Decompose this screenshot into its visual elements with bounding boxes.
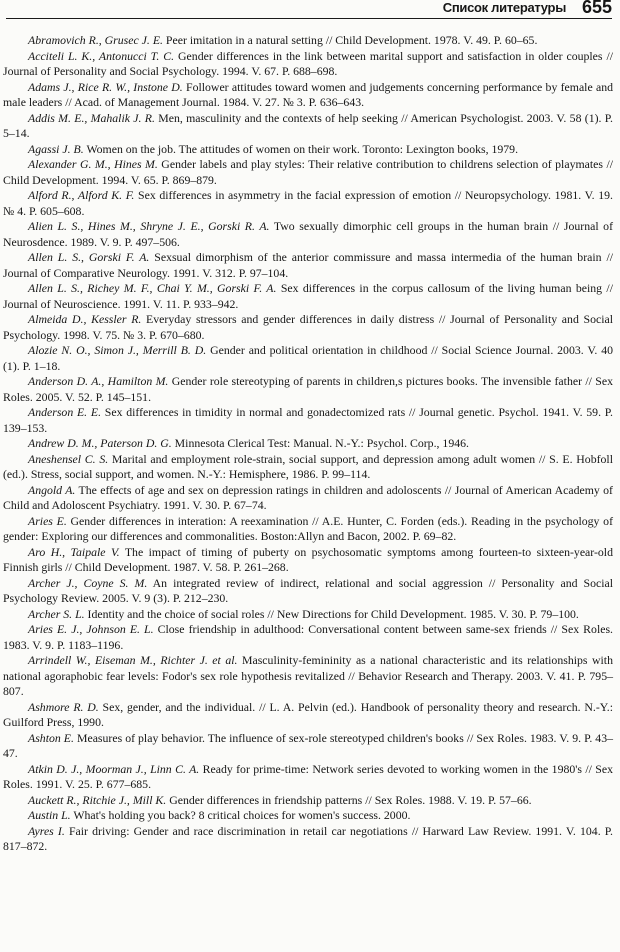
reference-text: The impact of timing of puberty on psychosomatic symptoms among fourteen-to sixteen-year-old Finnish girls // Child Development. 1987. V. 58. P. 261–268.	[3, 544, 613, 574]
reference-entry	[3, 808, 613, 824]
reference-entry	[3, 436, 613, 452]
reference-authors: Allen L. S., Richey M. F., Chai Y. M., Gorski F. A.	[28, 281, 277, 295]
reference-authors: Agassi J. B.	[28, 141, 84, 156]
reference-authors: Andrew D. M., Paterson D. G.	[28, 436, 172, 450]
reference-entry	[3, 219, 613, 250]
reference-text: Measures of play behavior. The influence of sex-role stereotyped children's books // Sex Roles. 1983. V. 9. P. 43–47.	[3, 730, 614, 760]
reference-text: Women on the job. The attitudes of women on their work. Toronto: Lexington books, 1979.	[83, 141, 519, 156]
reference-authors: Aneshensel C. S.	[28, 451, 109, 466]
reference-entry	[3, 731, 613, 762]
reference-entry	[3, 281, 613, 312]
reference-text: Everyday stressors and gender differences in daily distress // Journal of Personality and Social Psychology. 1998. V. 75. № 3. P. 670–680.	[3, 312, 614, 342]
reference-authors: Ayres I.	[28, 823, 65, 838]
reference-entry	[3, 514, 613, 545]
reference-authors: Auckett R., Ritchie J., Mill K.	[28, 792, 167, 807]
reference-authors: Abramovich R., Grusec J. E.	[28, 33, 163, 47]
reference-authors: Addis M. E., Mahalik J. R.	[28, 110, 155, 125]
reference-entry	[3, 343, 613, 374]
reference-text: Minnesota Clerical Test: Manual. N.-Y.: Psychol. Corp., 1946.	[171, 436, 469, 450]
reference-entry	[3, 793, 613, 809]
reference-text: Sex differences in asymmetry in the facial expression of emotion // Neuropsychology. 1981. V. 19. № 4. P. 605–608.	[3, 188, 613, 218]
reference-authors: Alexander G. M., Hines M.	[28, 157, 158, 171]
reference-authors: Atkin D. J., Moorman J., Linn C. A.	[28, 761, 200, 776]
reference-list	[3, 33, 613, 855]
reference-text: Gender differences in friendship patterns // Sex Roles. 1988. V. 19. P. 57–66.	[166, 792, 532, 807]
reference-entry	[3, 312, 613, 343]
reference-text: Ready for prime-time: Network series devoted to working women in the 1980's // Sex Roles. 1991. V. 25. P. 677–685.	[3, 761, 613, 791]
reference-authors: Archer S. L.	[28, 606, 85, 621]
reference-entry	[3, 49, 613, 80]
reference-text: What's holding you back? 8 critical choices for women's success. 2000.	[70, 808, 411, 822]
reference-text: Sexsual dimorphism of the anterior commissure and massa intermedia of the human brain // Journal of Comparative Neurology. 1991. V. 312. P. 97–104.	[3, 250, 613, 280]
reference-entry	[3, 111, 613, 142]
reference-entry	[3, 622, 613, 653]
reference-text: Follower attitudes toward women and judgements concerning performance by female and male leaders // Acad. of Management Journal. 1984. V. 27. № 3. P. 636–643.	[3, 79, 613, 109]
reference-entry	[3, 405, 613, 436]
reference-text: Gender differences in the link between marital support and satisfaction in older couples // Journal of Personality and Social Psychology. 1994. V. 67. P. 688–698.	[3, 48, 613, 78]
reference-authors: Aro H., Taipale V.	[28, 544, 120, 559]
reference-entry	[3, 762, 613, 793]
reference-entry	[3, 250, 613, 281]
page-number: 655	[581, 0, 612, 17]
reference-text: Masculinity-femininity as a national characteristic and its relationships with national agoraphobic fear levels: Fodor's sex role hypothesis revitalized // Behavior Research and Therapy. 2003. V. 41. P. 795–807.	[3, 653, 613, 698]
reference-entry	[3, 374, 613, 405]
reference-authors: Ashton E.	[28, 730, 74, 745]
header-rule	[6, 18, 612, 19]
reference-entry	[3, 33, 613, 49]
reference-text: Fair driving: Gender and race discrimination in retail car negotiations // Harward Law Review. 1991. V. 104. P. 817–872.	[3, 823, 613, 853]
reference-text: Identity and the choice of social roles // New Directions for Child Development. 1985. V. 30. P. 79–100.	[84, 606, 579, 621]
reference-text: Peer imitation in a natural setting // Child Development. 1978. V. 49. P. 60–65.	[162, 33, 538, 47]
reference-entry	[3, 188, 613, 219]
reference-text: Gender labels and play styles: Their relative contribution to childrens selection of playmates // Child Development. 1994. V. 65. P. 869–879.	[3, 157, 613, 187]
reference-entry	[3, 607, 613, 623]
reference-text: Close friendship in adulthood: Conversational content between same-sex friends // Sex Roles. 1983. V. 9. P. 1183–1196.	[3, 622, 613, 652]
reference-text: Two sexually dimorphic cell groups in the human brain // Journal of Neurosdence. 1989. V. 9. P. 497–506.	[3, 219, 614, 249]
reference-entry	[3, 483, 613, 514]
reference-entry	[3, 700, 613, 731]
reference-authors: Angold A.	[28, 482, 76, 497]
reference-authors: Acciteli L. K., Antonucci T. C.	[28, 48, 175, 63]
reference-text: Men, masculinity and the contexts of help seeking // American Psychologist. 2003. V. 58 (1). P. 5–14.	[3, 110, 613, 140]
reference-text: Gender and political orientation in childhood // Social Science Journal. 2003. V. 40 (1). P. 1–18.	[3, 343, 613, 373]
reference-authors: Anderson E. E.	[28, 405, 102, 419]
reference-text: Sex differences in timidity in normal and gonadectomized rats // Journal genetic. Psychol. 1941. V. 59. P. 139–153.	[3, 405, 613, 435]
reference-authors: Anderson D. A., Hamilton M.	[28, 374, 169, 388]
reference-text: Marital and employment role-strain, social support, and depression among adult women // S. E. Hobfoll (ed.). Stress, social support, and women. N.-Y.: Hemisphere, 1986. P. 99–114.	[3, 451, 613, 481]
reference-text: An integrated review of indirect, relational and social aggression // Personality and Social Psychology Review. 2005. V. 9 (3). P. 212–230.	[3, 575, 614, 605]
reference-entry	[3, 824, 613, 855]
reference-authors: Almeida D., Kessler R.	[28, 312, 142, 326]
running-head: Список литературы	[442, 0, 566, 15]
reference-text: Sex, gender, and the individual. // L. A. Pelvin (ed.). Handbook of personality theory and research. N.-Y.: Guilford Press, 1990.	[3, 699, 613, 729]
reference-entry	[3, 452, 613, 483]
reference-authors: Archer J., Coyne S. M.	[28, 575, 148, 590]
reference-authors: Alien L. S., Hines M., Shryne J. E., Gorski R. A.	[28, 219, 270, 233]
reference-entry	[3, 576, 613, 607]
reference-authors: Austin L.	[28, 808, 71, 822]
reference-authors: Arrindell W., Eiseman M., Richter J. et al.	[28, 653, 238, 667]
reference-entry	[3, 545, 613, 576]
reference-authors: Alozie N. O., Simon J., Merrill B. D.	[28, 343, 207, 357]
reference-text: The effects of age and sex on depression ratings in children and adoloscents // Journal of American Academy of Child and Adoloscent Psychiatry. 1991. V. 30. P. 67–74.	[3, 482, 613, 512]
reference-authors: Allen L. S., Gorski F. A.	[28, 250, 150, 264]
reference-authors: Ashmore R. D.	[28, 699, 99, 714]
reference-authors: Aries E. J., Johnson E. L.	[28, 622, 154, 636]
reference-authors: Aries E.	[28, 513, 67, 528]
reference-entry	[3, 80, 613, 111]
reference-authors: Adams J., Rice R. W., Instone D.	[28, 79, 183, 94]
reference-entry	[3, 653, 613, 700]
page-header	[0, 0, 620, 22]
reference-authors: Alford R., Alford K. F.	[28, 188, 135, 202]
reference-entry	[3, 157, 613, 188]
reference-text: Gender differences in interation: A reexamination // A.E. Hunter, C. Forden (eds.). Reading in the psychology of gender: Exploring our differences and commonalities. Boston:Allyn and Bacon, 2002. P. 69–82.	[3, 513, 613, 543]
reference-text: Sex differences in the corpus callosum of the living human being // Journal of Neuroscience. 1991. V. 11. P. 933–942.	[3, 281, 613, 311]
reference-entry	[3, 142, 613, 158]
reference-text: Gender role stereotyping of parents in children,s pictures books. The invensible father // Sex Roles. 2005. V. 52. P. 145–151.	[3, 374, 613, 404]
